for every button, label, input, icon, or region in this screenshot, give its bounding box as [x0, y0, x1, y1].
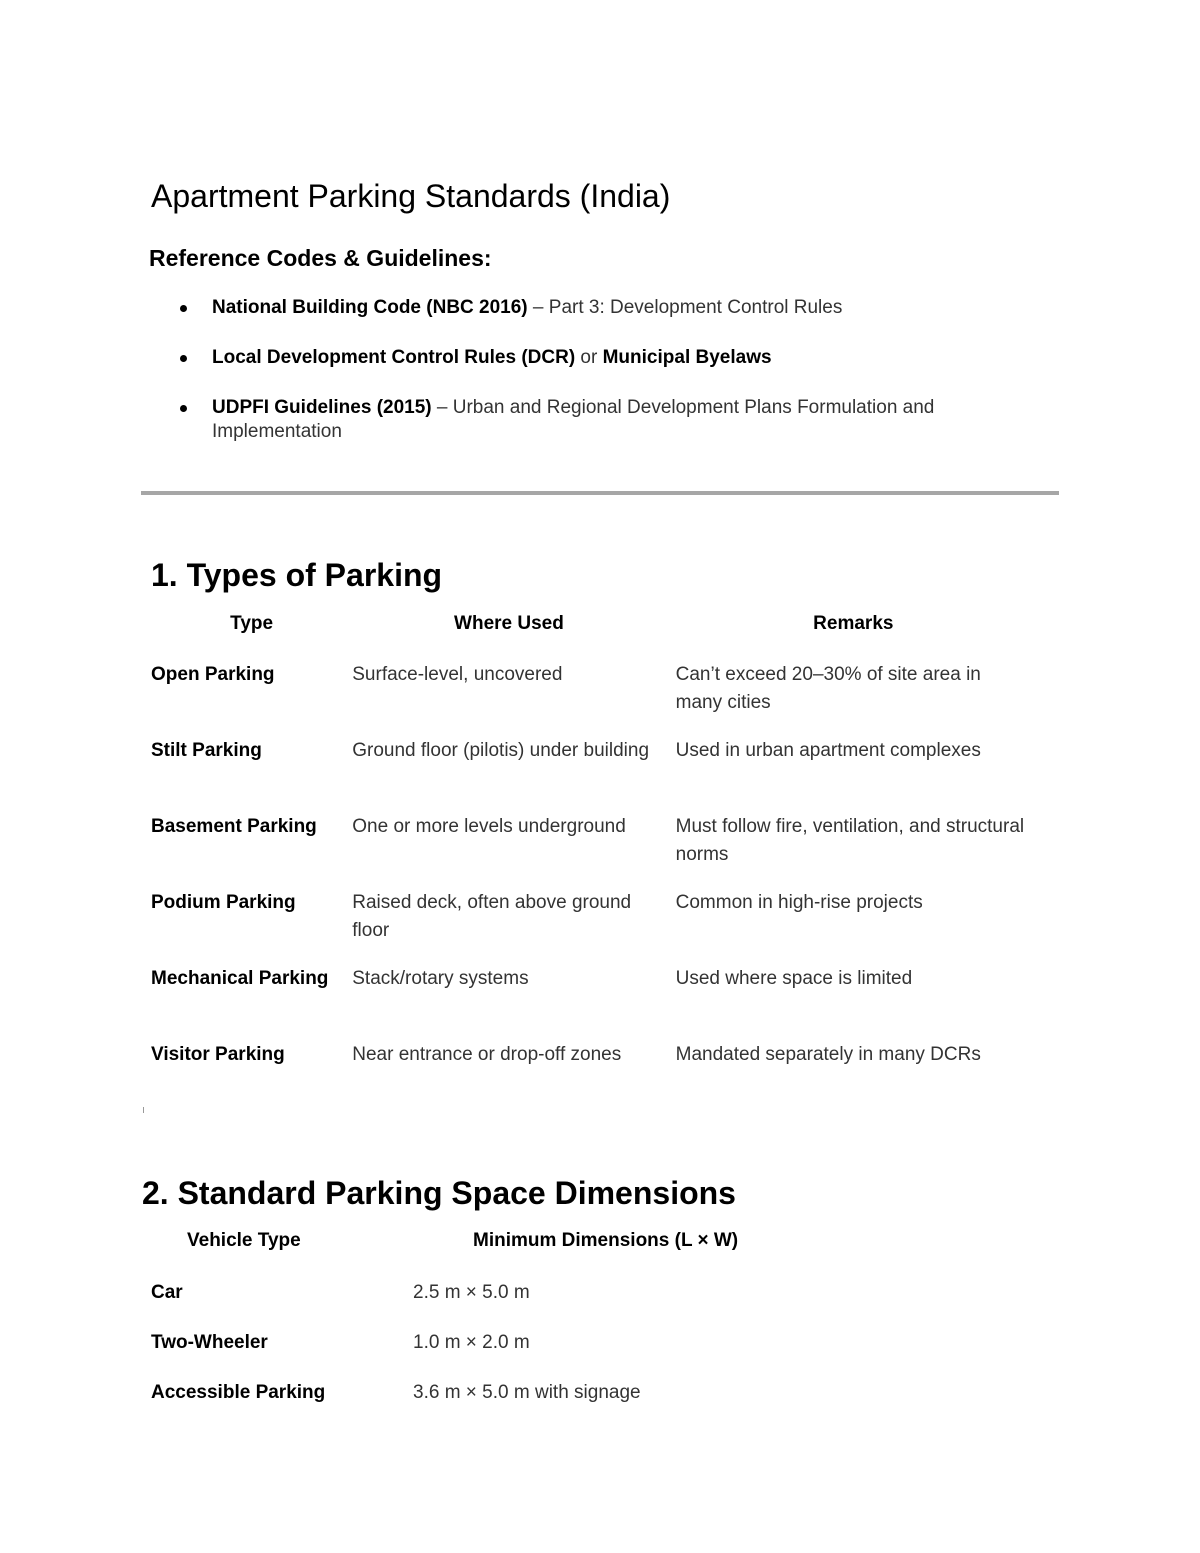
list-item	[175, 296, 1055, 320]
stray-mark	[143, 1107, 144, 1113]
table-cell: 3.6 m × 5.0 m with signage	[413, 1382, 641, 1403]
reference-desc: – Part 3: Development Control Rules	[527, 297, 843, 318]
reference-desc: or	[575, 347, 603, 368]
reference-desc: – Urban and Regional Development Plans Formulation and Implementation	[212, 397, 935, 442]
table-row	[151, 965, 1031, 1041]
table-cell: Ground floor (pilotis) under building	[352, 740, 650, 761]
column-header: Remarks	[813, 613, 894, 634]
column-header: Type	[230, 613, 274, 634]
column-header: Vehicle Type	[187, 1230, 301, 1251]
section-heading-dimensions: 2. Standard Parking Space Dimensions	[142, 1175, 736, 1211]
table-cell: Open Parking	[151, 664, 275, 685]
table-cell: Mechanical Parking	[151, 968, 329, 989]
table-cell: Two-Wheeler	[151, 1332, 268, 1353]
table-row	[151, 1041, 1031, 1117]
table-cell: Raised deck, often above ground floor	[352, 892, 632, 941]
parking-types-table	[151, 613, 1031, 1117]
table-row	[151, 813, 1031, 889]
reference-list	[175, 296, 1055, 444]
table-cell: Mandated separately in many DCRs	[675, 1044, 981, 1065]
table-cell: Stilt Parking	[151, 740, 262, 761]
page-title: Apartment Parking Standards (India)	[151, 178, 671, 214]
table-cell: 2.5 m × 5.0 m	[413, 1282, 530, 1303]
column-header: Where Used	[454, 613, 564, 634]
table-row	[151, 889, 1031, 965]
table-cell: Must follow fire, ventilation, and structural norms	[675, 816, 1025, 865]
table-row	[151, 1379, 853, 1429]
table-cell: Accessible Parking	[151, 1382, 326, 1403]
table-cell: One or more levels underground	[352, 816, 626, 837]
table-row	[151, 1279, 853, 1329]
table-cell: 1.0 m × 2.0 m	[413, 1332, 530, 1353]
table-row	[151, 661, 1031, 737]
table-cell: Common in high-rise projects	[675, 892, 923, 913]
table-cell: Stack/rotary systems	[352, 968, 529, 989]
table-row	[151, 1329, 853, 1379]
table-row	[151, 737, 1031, 813]
list-item	[175, 346, 1055, 370]
table-cell: Visitor Parking	[151, 1044, 285, 1065]
reference-name: UDPFI Guidelines (2015)	[212, 397, 432, 418]
reference-name: Local Development Control Rules (DCR)	[212, 347, 576, 368]
table-cell: Basement Parking	[151, 816, 317, 837]
table-cell: Car	[151, 1282, 183, 1303]
reference-name: National Building Code (NBC 2016)	[212, 297, 528, 318]
horizontal-divider	[141, 491, 1059, 495]
table-cell: Podium Parking	[151, 892, 296, 913]
table-cell: Surface-level, uncovered	[352, 664, 563, 685]
table-cell: Used in urban apartment complexes	[675, 740, 981, 761]
column-header: Minimum Dimensions (L × W)	[473, 1230, 739, 1251]
parking-dimensions-table	[151, 1230, 853, 1429]
reference-heading: Reference Codes & Guidelines:	[149, 245, 492, 271]
table-cell: Used where space is limited	[675, 968, 913, 989]
table-cell: Near entrance or drop-off zones	[352, 1044, 622, 1065]
reference-name: Municipal Byelaws	[602, 347, 772, 368]
section-heading-types: 1. Types of Parking	[151, 557, 443, 593]
list-item	[175, 396, 1055, 444]
table-cell: Can’t exceed 20–30% of site area in many cities	[675, 664, 981, 713]
